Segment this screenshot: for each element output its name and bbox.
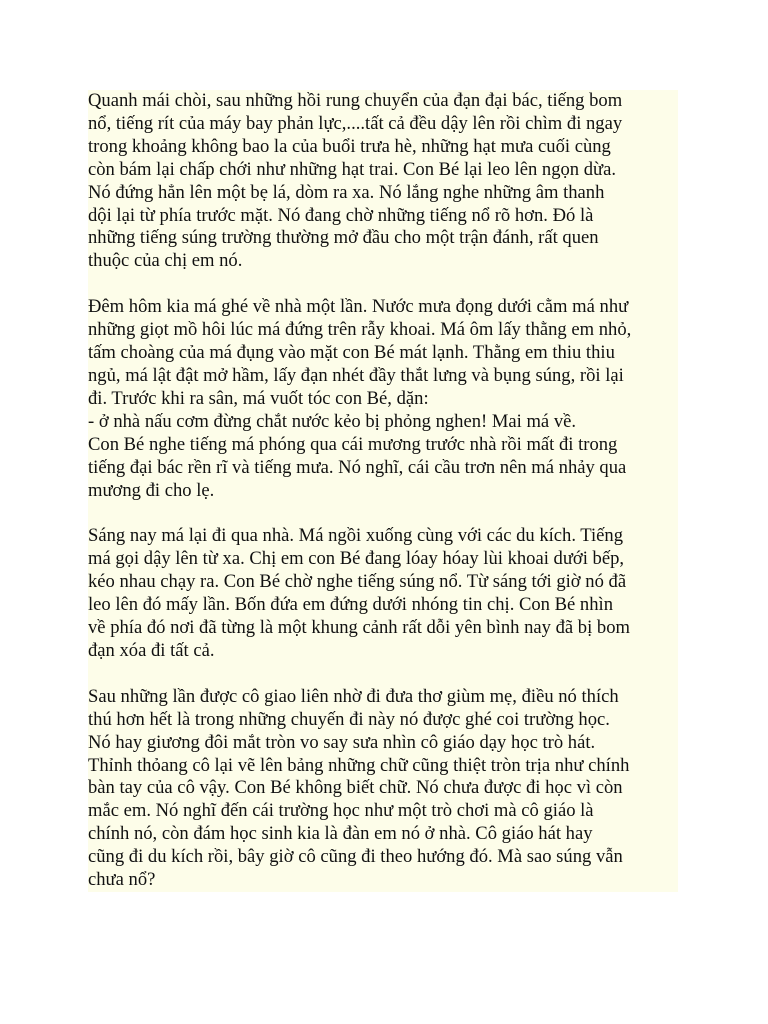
paragraph-1: Quanh mái chòi, sau những hồi rung chuyển của đạn đại bác, tiếng bom nổ, tiếng rít của máy bay phản lực,....tất cả đều dậy lên rồi chìm đi ngay trong khoảng không bao la của buổi trưa hè, những hạt mưa cuối cùng còn bám lại chấp chới như những hạt trai. Con Bé lại leo lên ngọn dừa. Nó đứng hẳn lên một bẹ lá, dòm ra xa. Nó lắng nghe những âm thanh dội lại từ phía trước mặt. Nó đang chờ những tiếng nổ rõ hơn. Đó là những tiếng súng trường thường mở đầu cho một trận đánh, rất quen thuộc của chị em nó. xyxy=(88,90,623,272)
paragraph-gap xyxy=(88,663,678,686)
story-text-block xyxy=(88,90,678,892)
paragraph-gap xyxy=(88,502,678,525)
paragraph-2: Đêm hôm kia má ghé về nhà một lần. Nước mưa đọng dưới cằm má như những giọt mồ hôi lúc má đứng trên rẫy khoai. Má ôm lấy thằng em nhỏ, tấm choàng của má đụng vào mặt con Bé mát lạnh. Thằng em thiu thiu ngủ, má lật đật mở hầm, lấy đạn nhét đầy thắt lưng và bụng súng, rồi lại đi. Trước khi ra sân, má vuốt tóc con Bé, dặn: - ở nhà nấu cơm đừng chắt nước kẻo bị phỏng nghen! Mai má về. Con Bé nghe tiếng má phóng qua cái mương trước nhà rồi mất đi trong tiếng đại bác rền rĩ và tiếng mưa. Nó nghĩ, cái cầu trơn nên má nhảy qua mương đi cho lẹ. xyxy=(88,296,632,501)
paragraph-4: Sau những lần được cô giao liên nhờ đi đưa thơ giùm mẹ, điều nó thích thú hơn hết là trong những chuyến đi này nó được ghé coi trường học. Nó hay giương đôi mắt tròn vo say sưa nhìn cô giáo dạy học trò hát. Thỉnh thỏang cô lại vẽ lên bảng những chữ cũng thiệt tròn trịa như chính bàn tay của cô vậy. Con Bé không biết chữ. Nó chưa được đi học vì còn mắc em. Nó nghĩ đến cái trường học như một trò chơi mà cô giáo là chính nó, còn đám học sinh kia là đàn em nó ở nhà. Cô giáo hát hay cũng đi du kích rồi, bây giờ cô cũng đi theo hướng đó. Mà sao súng vẫn chưa nổ? xyxy=(88,685,630,891)
paragraph-3: Sáng nay má lại đi qua nhà. Má ngồi xuống cùng với các du kích. Tiếng má gọi dậy lên từ xa. Chị em con Bé đang lóay hóay lùi khoai dưới bếp, kéo nhau chạy ra. Con Bé chờ nghe tiếng súng nổ. Từ sáng tới giờ nó đã leo lên đó mấy lần. Bốn đứa em đứng dưới nhóng tin chị. Con Bé nhìn về phía đó nơi đã từng là một khung cảnh rất dỗi yên bình nay đã bị bom đạn xóa đi tất cả. xyxy=(88,525,630,661)
paragraph-gap xyxy=(88,273,678,296)
